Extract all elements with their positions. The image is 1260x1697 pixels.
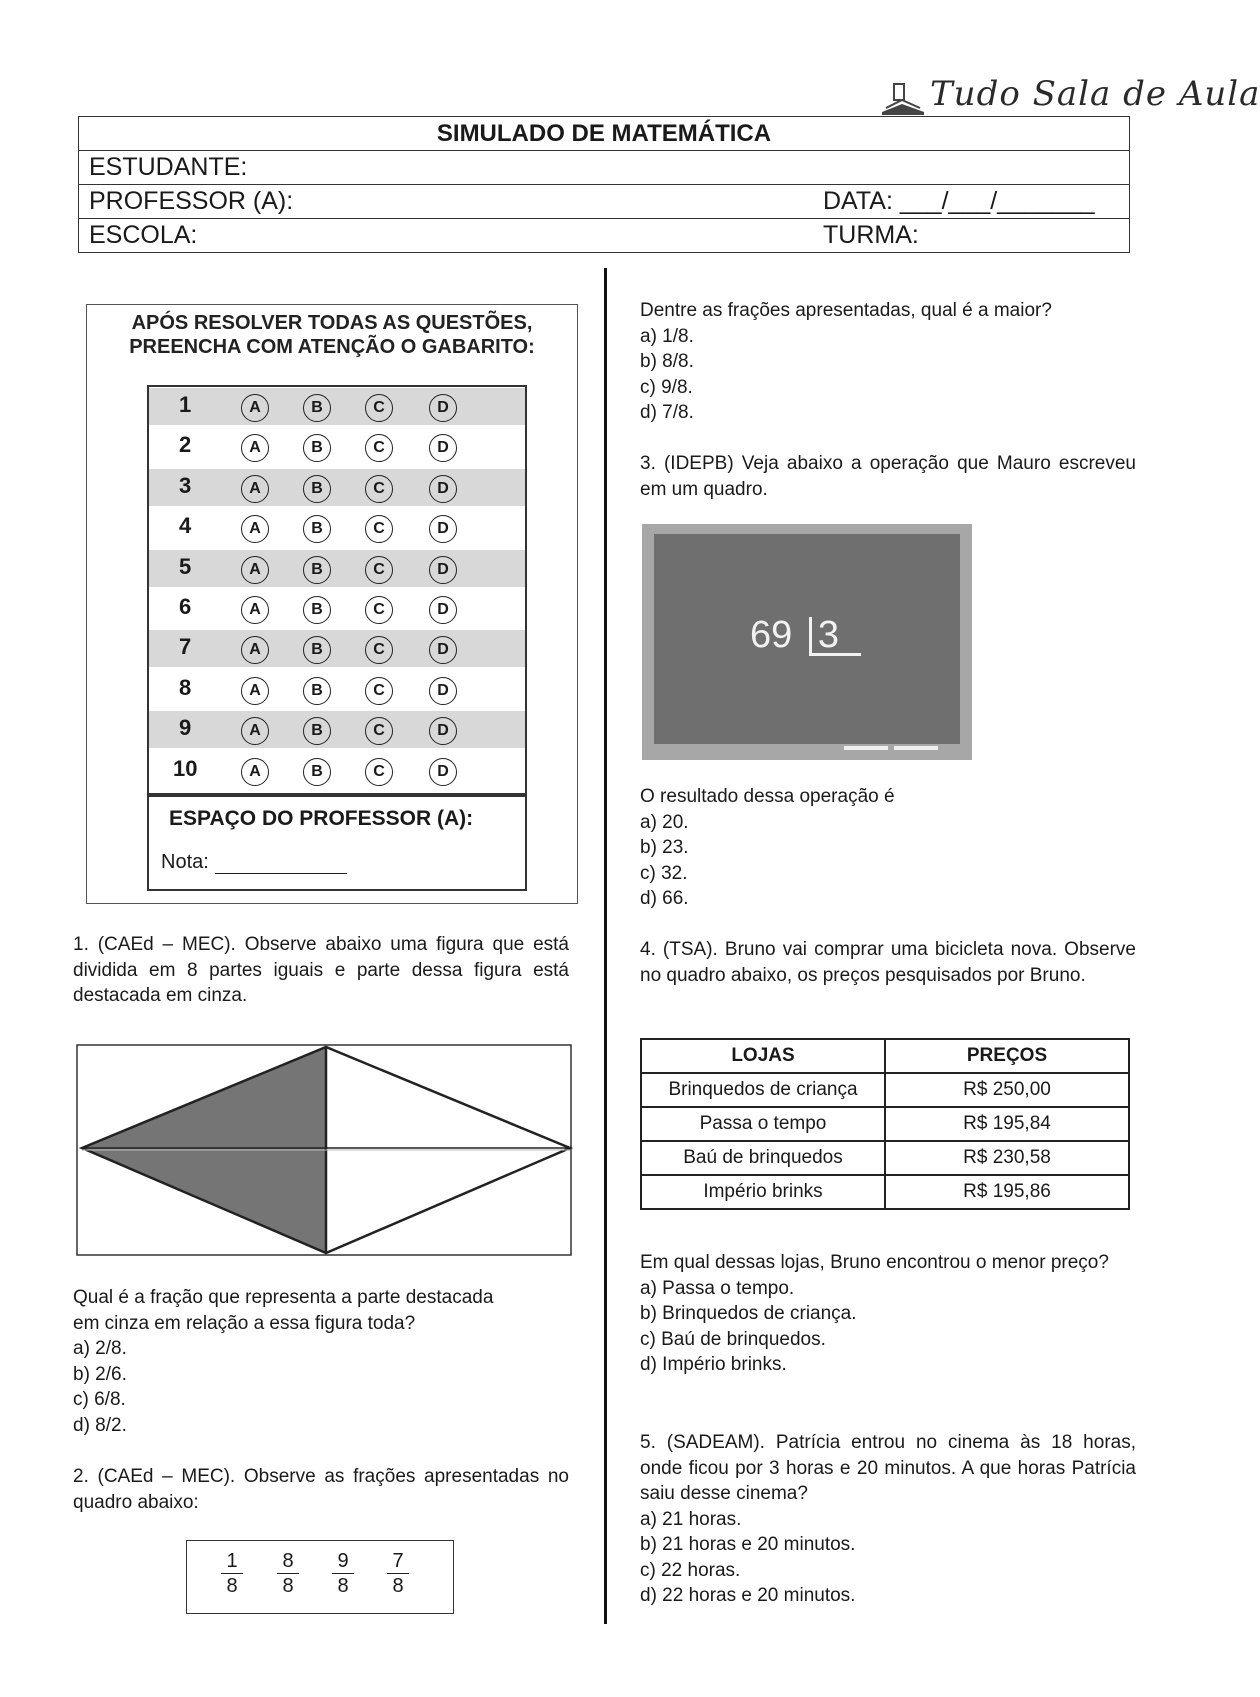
grade-label: Nota: — [161, 851, 209, 873]
answer-row-number: 9 — [179, 715, 192, 741]
q4-question: Em qual dessas lojas, Bruno encontrou o menor preço? — [640, 1252, 1109, 1273]
division-operation — [750, 614, 861, 657]
q5-option-d[interactable]: d) 22 horas e 20 minutos. — [640, 1585, 856, 1606]
q2-option-d[interactable]: d) 7/8. — [640, 402, 694, 423]
fractions-box — [186, 1540, 454, 1614]
q1-statement: 1. (CAEd – MEC). Observe abaixo uma figura que está dividida em 8 partes iguais e parte dessa figura está destacada em cinza. — [73, 934, 569, 1006]
column-divider — [604, 268, 607, 1624]
brand-logo-text: Tudo Sala de Aula — [930, 74, 1260, 114]
q2-statement: 2. (CAEd – MEC). Observe as frações apresentadas no quadro abaixo: — [73, 1466, 569, 1513]
q3-question-block — [640, 784, 1140, 912]
q3-option-b[interactable]: b) 23. — [640, 837, 689, 858]
fraction-4-numerator: 7 — [387, 1549, 409, 1574]
answer-row-number: 4 — [179, 513, 192, 539]
date-label: DATA: ___/___/_______ — [823, 187, 1095, 215]
answer-row-number: 7 — [179, 634, 192, 660]
table-row — [641, 1073, 1129, 1107]
answer-bubble-a[interactable]: A — [241, 515, 269, 543]
store-cell: Brinquedos de criança — [641, 1073, 885, 1107]
answer-row — [149, 469, 525, 506]
grade-blank-line[interactable] — [215, 855, 347, 874]
answer-bubble-a[interactable]: A — [241, 636, 269, 664]
q2-option-b[interactable]: b) 8/8. — [640, 351, 694, 372]
answer-bubble-c[interactable]: C — [365, 434, 393, 462]
prices-table — [640, 1038, 1130, 1210]
class-label: TURMA: — [823, 221, 919, 249]
price-cell: R$ 250,00 — [885, 1073, 1129, 1107]
answer-row — [149, 590, 525, 627]
q2-question: Dentre as frações apresentadas, qual é a maior? — [640, 300, 1052, 321]
school-row — [78, 219, 1130, 253]
q3-statement: 3. (IDEPB) Veja abaixo a operação que Mauro escreveu em um quadro. — [640, 453, 1136, 500]
answer-bubble-b[interactable]: B — [303, 717, 331, 745]
fraction-4-denominator: 8 — [392, 1575, 404, 1597]
answer-row-number: 6 — [179, 594, 192, 619]
answer-row-number: 3 — [179, 472, 192, 498]
answer-bubble-d[interactable]: D — [429, 677, 457, 705]
chalk-piece-2 — [894, 746, 938, 750]
answer-row — [149, 711, 525, 748]
q1-rhombus-figure — [76, 1044, 572, 1256]
answer-bubble-d[interactable]: D — [429, 717, 457, 745]
fraction-2 — [277, 1549, 299, 1598]
exam-header — [78, 116, 1130, 253]
answer-row-number: 2 — [179, 432, 192, 458]
exam-title: SIMULADO DE MATEMÁTICA — [436, 120, 772, 147]
q5-option-a[interactable]: a) 21 horas. — [640, 1508, 742, 1530]
answer-row — [149, 671, 525, 708]
answer-bubble-d[interactable]: D — [429, 394, 457, 422]
instruction-line-1: APÓS RESOLVER TODAS AS QUESTÕES, — [131, 312, 533, 334]
answer-bubble-b[interactable]: B — [303, 596, 331, 624]
fraction-2-numerator: 8 — [277, 1549, 299, 1574]
answer-row — [149, 509, 525, 546]
answer-bubble-b[interactable]: B — [303, 475, 331, 503]
answer-bubble-d[interactable]: D — [429, 556, 457, 584]
answer-bubble-c[interactable]: C — [365, 556, 393, 584]
answer-row-number: 1 — [179, 392, 192, 417]
answer-bubble-c[interactable]: C — [365, 596, 393, 624]
answer-bubble-a[interactable]: A — [241, 394, 269, 422]
q1-option-c[interactable]: c) 6/8. — [73, 1389, 126, 1410]
price-cell: R$ 230,58 — [885, 1141, 1129, 1175]
answer-bubble-d[interactable]: D — [429, 758, 457, 786]
answer-bubble-b[interactable]: B — [303, 556, 331, 584]
q4-option-c[interactable]: c) Baú de brinquedos. — [640, 1328, 826, 1350]
answer-row — [149, 630, 525, 667]
q1-question-line-2: em cinza em relação a essa figura toda? — [73, 1312, 416, 1334]
answer-row — [149, 752, 525, 789]
fraction-2-denominator: 8 — [282, 1575, 294, 1597]
q3-option-d[interactable]: d) 66. — [640, 888, 689, 909]
q2-question-block — [640, 298, 1140, 426]
answer-row — [149, 388, 525, 425]
table-row — [641, 1175, 1129, 1209]
q3-option-a[interactable]: a) 20. — [640, 811, 689, 833]
answer-row-number: 5 — [179, 553, 192, 579]
grade-field — [161, 851, 347, 874]
q5-option-b[interactable]: b) 21 horas e 20 minutos. — [640, 1534, 856, 1555]
teacher-label: PROFESSOR (A): — [89, 187, 294, 215]
q5-statement: 5. (SADEAM). Patrícia entrou no cinema às 18 horas, onde ficou por 3 horas e 20 minutos. A que horas Patrícia saiu desse cinema? — [640, 1432, 1136, 1504]
fraction-3 — [332, 1549, 354, 1598]
answer-bubble-b[interactable]: B — [303, 677, 331, 705]
answer-row — [149, 428, 525, 465]
q1-question-line-1: Qual é a fração que representa a parte destacada — [73, 1287, 494, 1308]
answer-bubble-b[interactable]: B — [303, 515, 331, 543]
q4-option-a[interactable]: a) Passa o tempo. — [640, 1277, 795, 1299]
answer-bubble-c[interactable]: C — [365, 717, 393, 745]
answer-row-number: 10 — [173, 755, 198, 781]
q2-option-a[interactable]: a) 1/8. — [640, 325, 694, 347]
divisor-bracket — [809, 614, 861, 656]
fraction-1-numerator: 1 — [221, 1549, 243, 1574]
price-cell: R$ 195,86 — [885, 1175, 1129, 1209]
answer-bubble-d[interactable]: D — [429, 596, 457, 624]
fraction-4 — [387, 1549, 409, 1598]
q2-option-c[interactable]: c) 9/8. — [640, 376, 693, 398]
header-title-row — [78, 116, 1130, 151]
answer-bubble-c[interactable]: C — [365, 515, 393, 543]
answer-card-instruction — [87, 311, 577, 359]
fraction-3-numerator: 9 — [332, 1549, 354, 1574]
answer-bubble-c[interactable]: C — [365, 394, 393, 422]
instruction-line-2: PREENCHA COM ATENÇÃO O GABARITO: — [129, 336, 535, 358]
fraction-3-denominator: 8 — [337, 1575, 349, 1597]
divisor: 3 — [817, 614, 839, 656]
store-cell: Passa o tempo — [641, 1107, 885, 1141]
chalkboard — [642, 524, 972, 760]
q5-block — [640, 1430, 1136, 1609]
answer-bubble-c[interactable]: C — [365, 677, 393, 705]
answer-bubble-b[interactable]: B — [303, 394, 331, 422]
q1-option-d[interactable]: d) 8/2. — [73, 1414, 127, 1436]
price-cell: R$ 195,84 — [885, 1107, 1129, 1141]
answer-bubble-a[interactable]: A — [241, 677, 269, 705]
brand-logo — [880, 70, 1260, 120]
header-stores: LOJAS — [641, 1039, 885, 1073]
fraction-1 — [221, 1549, 243, 1598]
q4-option-b[interactable]: b) Brinquedos de criança. — [640, 1303, 857, 1324]
answer-bubble-d[interactable]: D — [429, 434, 457, 462]
header-prices: PREÇOS — [885, 1039, 1129, 1073]
student-label: ESTUDANTE: — [89, 153, 248, 181]
answer-bubble-a[interactable]: A — [241, 556, 269, 584]
chalkboard-surface — [654, 534, 960, 744]
answer-row-number: 8 — [179, 674, 192, 700]
answer-card — [86, 304, 578, 904]
answer-bubble-a[interactable]: A — [241, 475, 269, 503]
answer-bubble-c[interactable]: C — [365, 475, 393, 503]
q4-option-d[interactable]: d) Império brinks. — [640, 1354, 787, 1375]
answer-grid — [147, 385, 527, 795]
q1-question — [73, 1285, 573, 1438]
answer-bubble-a[interactable]: A — [241, 596, 269, 624]
q4-statement: 4. (TSA). Bruno vai comprar uma bicicleta nova. Observe no quadro abaixo, os preços pesquisados por Bruno. — [640, 939, 1136, 986]
book-icon — [880, 82, 926, 116]
answer-bubble-d[interactable]: D — [429, 515, 457, 543]
q5-option-c[interactable]: c) 22 horas. — [640, 1559, 741, 1581]
fraction-1-denominator: 8 — [226, 1575, 238, 1597]
answer-bubble-d[interactable]: D — [429, 636, 457, 664]
q1-option-b[interactable]: b) 2/6. — [73, 1363, 127, 1385]
teacher-space-label: ESPAÇO DO PROFESSOR (A): — [169, 807, 474, 830]
chalk-piece-1 — [844, 746, 888, 750]
student-row — [78, 151, 1130, 185]
answer-bubble-b[interactable]: B — [303, 636, 331, 664]
q4-question-block — [640, 1250, 1136, 1378]
teacher-row — [78, 185, 1130, 219]
answer-bubble-c[interactable]: C — [365, 758, 393, 786]
answer-bubble-b[interactable]: B — [303, 434, 331, 462]
school-label: ESCOLA: — [89, 221, 198, 249]
table-row — [641, 1107, 1129, 1141]
q3-option-c[interactable]: c) 32. — [640, 862, 688, 884]
teacher-space — [147, 795, 527, 891]
answer-bubble-b[interactable]: B — [303, 758, 331, 786]
answer-bubble-c[interactable]: C — [365, 636, 393, 664]
answer-bubble-a[interactable]: A — [241, 717, 269, 745]
store-cell: Império brinks — [641, 1175, 885, 1209]
store-cell: Baú de brinquedos — [641, 1141, 885, 1175]
table-row — [641, 1141, 1129, 1175]
answer-row — [149, 550, 525, 587]
q3-question: O resultado dessa operação é — [640, 786, 895, 807]
dividend: 69 — [750, 614, 793, 656]
answer-bubble-a[interactable]: A — [241, 758, 269, 786]
answer-bubble-a[interactable]: A — [241, 434, 269, 462]
prices-table-header — [641, 1039, 1129, 1073]
answer-bubble-d[interactable]: D — [429, 475, 457, 503]
q1-option-a[interactable]: a) 2/8. — [73, 1338, 127, 1359]
